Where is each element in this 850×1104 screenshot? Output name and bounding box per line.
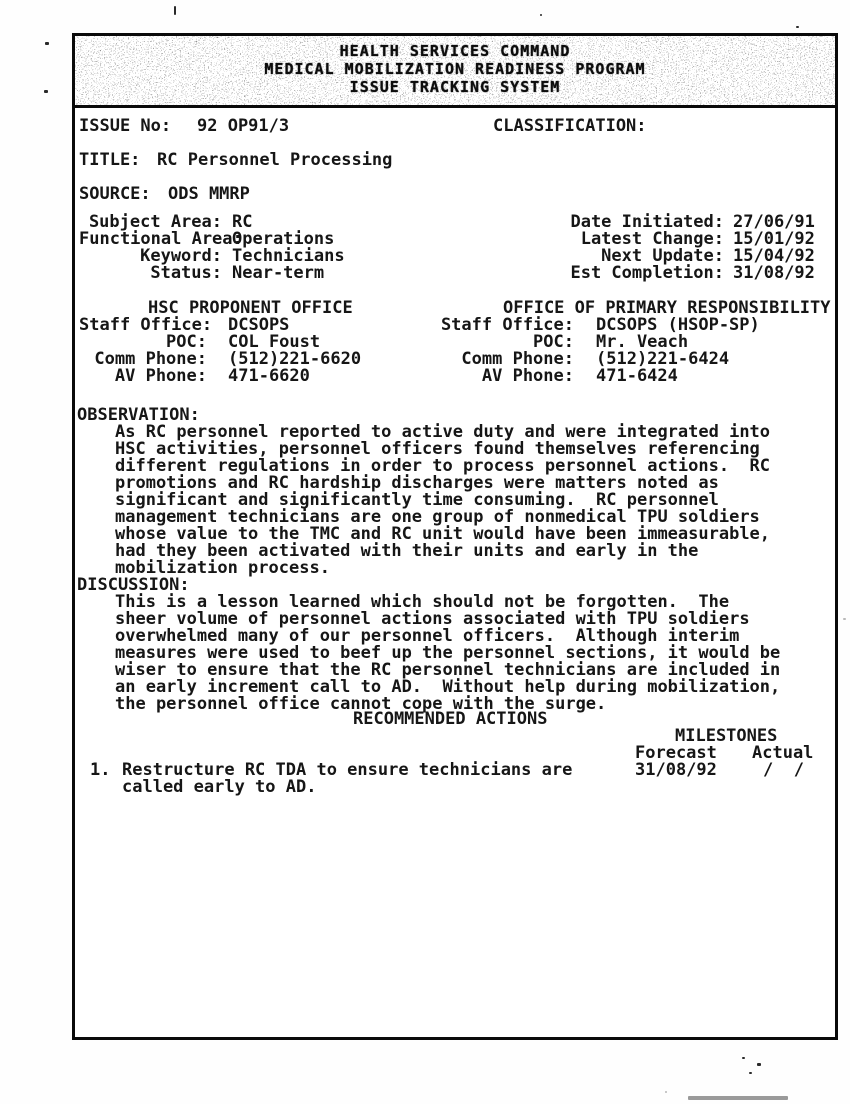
scan-artifact bbox=[665, 1091, 667, 1093]
field-value: 15/01/92 bbox=[733, 229, 815, 249]
field-label: Staff Office: bbox=[79, 315, 213, 335]
field-value: 471-6620 bbox=[228, 366, 310, 386]
field-value: (512)221-6620 bbox=[228, 349, 362, 369]
field-label: POC: bbox=[166, 332, 207, 352]
field-label: POC: bbox=[533, 332, 574, 352]
field-label: Subject Area: bbox=[88, 212, 222, 232]
classification-label: CLASSIFICATION: bbox=[493, 116, 647, 136]
field-value: DCSOPS (HSOP-SP) bbox=[596, 315, 760, 335]
field-value: COL Foust bbox=[228, 332, 321, 352]
field-value: Technicians bbox=[232, 246, 345, 266]
field-value: Mr. Veach bbox=[596, 332, 689, 352]
detail-row bbox=[75, 265, 835, 282]
scan-artifact bbox=[174, 6, 176, 15]
field-value: (512)221-6424 bbox=[596, 349, 730, 369]
field-label: Functional Area: bbox=[79, 229, 243, 249]
observation-line: different regulations in order to process personnel actions. RC bbox=[115, 456, 771, 476]
scan-artifact bbox=[742, 1057, 745, 1059]
observation-line: HSC activities, personnel officers found themselves referencing bbox=[115, 439, 760, 459]
field-value: DCSOPS bbox=[228, 315, 290, 335]
field-label: Staff Office: bbox=[440, 315, 574, 335]
discussion-line: the personnel office cannot cope with the surge. bbox=[115, 694, 607, 714]
title-row bbox=[75, 152, 835, 169]
field-label: Next Update: bbox=[601, 246, 724, 266]
observation-line: mobilization process. bbox=[115, 558, 330, 578]
discussion-heading: DISCUSSION: bbox=[77, 575, 190, 595]
observation-line: significant and significantly time consuming. RC personnel bbox=[115, 490, 719, 510]
issue-no-value: 92 OP91/3 bbox=[197, 116, 290, 136]
discussion-line: measures were used to beef up the personnel sections, it would be bbox=[115, 643, 781, 663]
recommended-actions-heading: RECOMMENDED ACTIONS bbox=[353, 709, 548, 729]
observation-line: As RC personnel reported to active duty and were integrated into bbox=[115, 422, 771, 442]
header-line-1: HEALTH SERVICES COMMAND bbox=[339, 42, 571, 60]
milestones-heading-row bbox=[75, 728, 835, 745]
observation-line: promotions and RC hardship discharges were matters noted as bbox=[115, 473, 719, 493]
field-value: Near-term bbox=[232, 263, 325, 283]
field-value: 471-6424 bbox=[596, 366, 678, 386]
field-value: 27/06/91 bbox=[733, 212, 815, 232]
office-row bbox=[75, 368, 835, 385]
action-item-forecast: 31/08/92 bbox=[635, 760, 717, 780]
field-label: Est Completion: bbox=[570, 263, 724, 283]
observation-line: management technicians are one group of nonmedical TPU soldiers bbox=[115, 507, 760, 527]
discussion-line: sheer volume of personnel actions associated with TPU soldiers bbox=[115, 609, 750, 629]
field-value: Operations bbox=[232, 229, 335, 249]
discussion-line: an early increment call to AD. Without help during mobilization, bbox=[115, 677, 781, 697]
scan-artifact bbox=[44, 90, 48, 93]
header-line-3: ISSUE TRACKING SYSTEM bbox=[349, 78, 561, 96]
action-item-actual: / / bbox=[763, 760, 804, 780]
title-label: TITLE: bbox=[79, 150, 141, 170]
scan-artifact bbox=[843, 618, 846, 620]
observation-heading: OBSERVATION: bbox=[77, 405, 200, 425]
field-label: Latest Change: bbox=[580, 229, 724, 249]
field-label: AV Phone: bbox=[481, 366, 574, 386]
scan-artifact bbox=[540, 14, 542, 16]
source-row bbox=[75, 186, 835, 203]
actual-column-label: Actual bbox=[752, 743, 814, 763]
issue-row bbox=[75, 118, 835, 135]
field-label: Status: bbox=[150, 263, 222, 283]
discussion-line: wiser to ensure that the RC personnel technicians are included in bbox=[115, 660, 781, 680]
action-item-row bbox=[75, 779, 835, 796]
proponent-office-heading: HSC PROPONENT OFFICE bbox=[148, 298, 353, 318]
issue-no-label: ISSUE No: bbox=[79, 116, 172, 136]
field-value: 31/08/92 bbox=[733, 263, 815, 283]
action-item-text: called early to AD. bbox=[122, 777, 317, 797]
scan-artifact bbox=[796, 26, 799, 28]
forecast-column-label: Forecast bbox=[635, 743, 717, 763]
scan-artifact bbox=[688, 1096, 788, 1100]
scan-artifact bbox=[749, 1072, 752, 1074]
field-label: Keyword: bbox=[140, 246, 222, 266]
action-item-number: 1. bbox=[90, 760, 111, 780]
field-label: AV Phone: bbox=[114, 366, 207, 386]
milestones-heading: MILESTONES bbox=[675, 726, 778, 746]
header-line-2: MEDICAL MOBILIZATION READINESS PROGRAM bbox=[264, 60, 646, 78]
observation-line: had they been activated with their units and early in the bbox=[115, 541, 699, 561]
observation-line: whose value to the TMC and RC unit would have been immeasurable, bbox=[115, 524, 771, 544]
field-label: Comm Phone: bbox=[94, 349, 207, 369]
issue-form bbox=[72, 33, 838, 1040]
title-value: RC Personnel Processing bbox=[157, 150, 393, 170]
field-value: RC bbox=[232, 212, 253, 232]
discussion-line: overwhelmed many of our personnel officers. Although interim bbox=[115, 626, 740, 646]
scan-artifact bbox=[45, 42, 49, 45]
form-header-band bbox=[75, 36, 835, 108]
primary-responsibility-heading: OFFICE OF PRIMARY RESPONSIBILITY bbox=[503, 298, 831, 318]
field-value: 15/04/92 bbox=[733, 246, 815, 266]
discussion-line: This is a lesson learned which should not be forgotten. The bbox=[115, 592, 730, 612]
field-label: Comm Phone: bbox=[461, 349, 574, 369]
action-item-text: Restructure RC TDA to ensure technicians are bbox=[122, 760, 573, 780]
source-value: ODS MMRP bbox=[168, 184, 250, 204]
field-label: Date Initiated: bbox=[570, 212, 724, 232]
source-label: SOURCE: bbox=[79, 184, 151, 204]
scan-artifact bbox=[757, 1063, 761, 1066]
